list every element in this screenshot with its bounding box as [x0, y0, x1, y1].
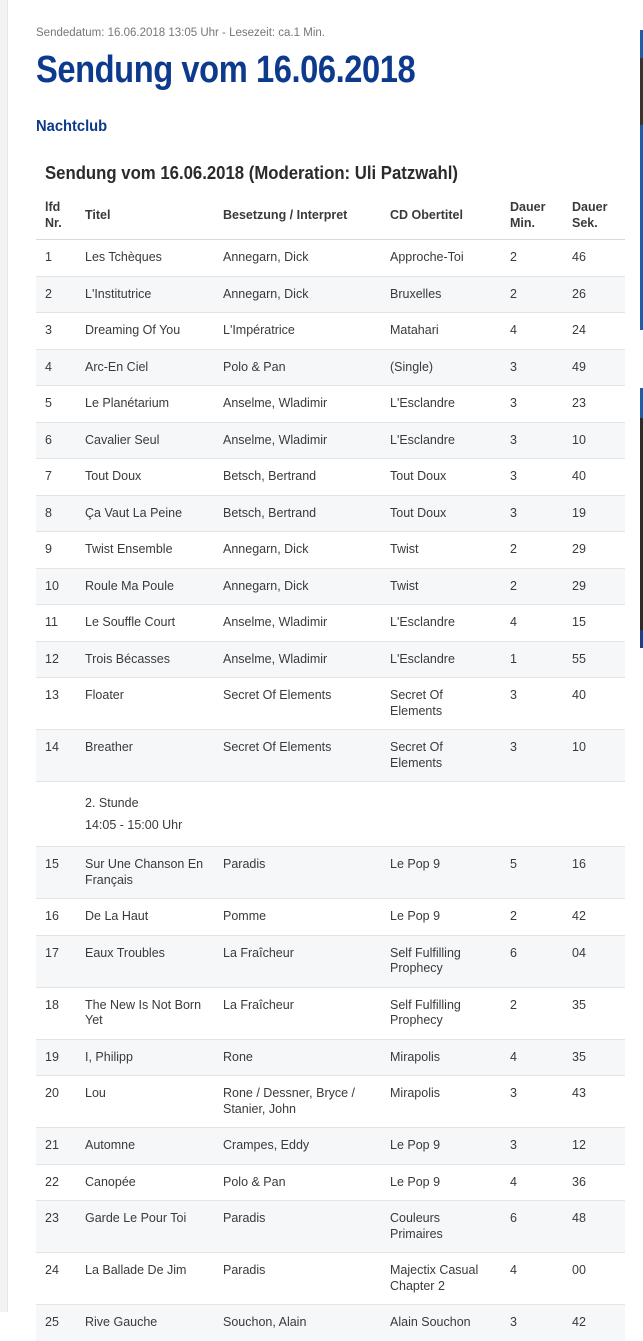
table-row: [36, 568, 625, 605]
cell-cd-obertitel: Approche-Toi: [390, 250, 464, 264]
table-row: [36, 1305, 625, 1341]
cell-titel: The New Is Not Born Yet: [85, 997, 202, 1027]
cell-cd-obertitel: Tout Doux: [390, 469, 447, 483]
cell-dauer-min: 3: [510, 1138, 517, 1152]
table-row: [36, 1253, 625, 1305]
cell-lfd-nr: 14: [45, 740, 59, 754]
cell-cd-obertitel: Tout Doux: [390, 505, 447, 520]
cell-cd-obertitel: Majectix Casual Chapter 2: [390, 1263, 479, 1293]
table-row: [36, 1076, 625, 1128]
cell-titel: La Ballade De Jim: [85, 1263, 187, 1277]
cell-lfd-nr: 19: [45, 1049, 59, 1064]
cell-cd-obertitel: Mirapolis: [390, 1086, 441, 1100]
cell-cd-obertitel: Self Fulfilling Prophecy: [390, 997, 461, 1027]
cell-dauer-sek: 36: [572, 1174, 586, 1189]
cell-interpret: Polo & Pan: [223, 1174, 286, 1189]
section-hour-label: 2. Stunde: [85, 796, 139, 810]
cell-titel: Le Planétarium: [85, 396, 170, 410]
section-row: [36, 782, 625, 847]
cell-dauer-min: 3: [510, 432, 517, 447]
cell-lfd-nr: 3: [45, 323, 52, 337]
table-row: [36, 313, 625, 350]
cell-interpret: Secret Of Elements: [223, 740, 332, 754]
cell-interpret: L'Impératrice: [223, 323, 295, 337]
cell-dauer-min: 4: [510, 1174, 517, 1189]
cell-interpret: Annegarn, Dick: [223, 578, 309, 593]
playlist-table-body: [36, 240, 625, 1341]
article: [36, 26, 625, 1341]
table-row: [36, 276, 625, 313]
cell-cd-obertitel: Secret Of Elements: [390, 740, 443, 770]
cell-interpret: Pomme: [223, 909, 267, 923]
cell-titel: Rive Gauche: [85, 1315, 158, 1329]
cell-dauer-sek: 10: [572, 432, 586, 447]
cell-dauer-min: 3: [510, 396, 517, 410]
cell-titel: Arc-En Ciel: [85, 359, 149, 374]
cell-dauer-min: 6: [510, 945, 517, 960]
cell-dauer-min: 5: [510, 857, 517, 871]
cell-cd-obertitel: Secret Of Elements: [390, 688, 443, 718]
cell-dauer-sek: 42: [572, 909, 586, 923]
cell-interpret: Annegarn, Dick: [223, 286, 309, 301]
cell-dauer-sek: 04: [572, 945, 586, 960]
cell-dauer-min: 2: [510, 250, 517, 264]
cell-dauer-min: 2: [510, 909, 517, 923]
table-row: [36, 605, 625, 642]
cell-titel: Canopée: [85, 1174, 136, 1189]
cell-lfd-nr: 17: [45, 945, 59, 960]
column-header-lfd-nr: lfd Nr.: [36, 192, 85, 240]
cell-dauer-sek: 15: [572, 615, 586, 629]
cell-interpret: Paradis: [223, 857, 266, 871]
table-row: [36, 422, 625, 459]
cell-interpret: Anselme, Wladimir: [223, 651, 328, 666]
cell-dauer-sek: 49: [572, 359, 586, 374]
cell-titel: Automne: [85, 1138, 136, 1152]
cell-interpret: Anselme, Wladimir: [223, 432, 328, 447]
cell-titel: Trois Bécasses: [85, 651, 170, 666]
header-row: [36, 192, 625, 240]
cell-dauer-sek: 24: [572, 323, 586, 337]
cell-dauer-sek: 40: [572, 688, 586, 702]
cell-cd-obertitel: Twist: [390, 542, 419, 556]
cell-titel: I, Philipp: [85, 1049, 133, 1064]
cell-interpret: Souchon, Alain: [223, 1315, 307, 1329]
cell-cd-obertitel: L'Esclandre: [390, 651, 455, 666]
cell-cd-obertitel: Le Pop 9: [390, 909, 441, 923]
cell-dauer-min: 3: [510, 505, 517, 520]
table-row: [36, 899, 625, 936]
section-time-range: 14:05 - 15:00 Uhr: [85, 818, 183, 832]
table-row: [36, 1128, 625, 1165]
cell-interpret: Betsch, Bertrand: [223, 505, 317, 520]
cell-titel: L'Institutrice: [85, 286, 152, 301]
cell-cd-obertitel: L'Esclandre: [390, 432, 455, 447]
cell-interpret: Annegarn, Dick: [223, 250, 309, 264]
cell-lfd-nr: 6: [45, 432, 52, 447]
cell-interpret: Anselme, Wladimir: [223, 615, 328, 629]
cell-dauer-min: 2: [510, 542, 517, 556]
cell-titel: Cavalier Seul: [85, 432, 160, 447]
cell-dauer-sek: 35: [572, 997, 586, 1012]
cell-titel: Tout Doux: [85, 469, 142, 483]
cell-lfd-nr: 5: [45, 396, 52, 410]
cell-cd-obertitel: Couleurs Primaires: [390, 1211, 443, 1241]
cell-dauer-sek: 29: [572, 578, 586, 593]
article-meta: Sendedatum: 16.06.2018 13:05 Uhr - Lesezeit: ca.1 Min.: [36, 27, 325, 39]
table-row: [36, 386, 625, 423]
table-row: [36, 495, 625, 532]
table-row: [36, 532, 625, 569]
cell-interpret: Betsch, Bertrand: [223, 469, 317, 483]
cell-interpret: Paradis: [223, 1263, 266, 1277]
cell-dauer-min: 4: [510, 615, 517, 629]
cell-lfd-nr: 15: [45, 857, 59, 871]
column-header-besetzung-interpret: Besetzung / Interpret: [223, 192, 390, 240]
cell-interpret: Annegarn, Dick: [223, 542, 309, 556]
table-row: [36, 459, 625, 496]
cell-interpret: Paradis: [223, 1211, 266, 1225]
cell-interpret: La Fraîcheur: [223, 945, 294, 960]
cell-titel: Roule Ma Poule: [85, 578, 174, 593]
cell-cd-obertitel: Matahari: [390, 323, 439, 337]
cell-dauer-sek: 12: [572, 1138, 586, 1152]
cell-titel: Dreaming Of You: [85, 323, 181, 337]
cell-cd-obertitel: (Single): [390, 359, 434, 374]
page-left-gutter: [0, 0, 8, 1312]
cell-lfd-nr: 9: [45, 542, 52, 556]
cell-dauer-sek: 43: [572, 1086, 586, 1100]
cell-dauer-sek: 19: [572, 505, 586, 520]
table-row: [36, 1164, 625, 1201]
cell-cd-obertitel: L'Esclandre: [390, 396, 455, 410]
cell-lfd-nr: 11: [45, 615, 58, 629]
cell-dauer-min: 3: [510, 469, 517, 483]
cell-lfd-nr: 8: [45, 505, 52, 520]
cell-titel: Le Souffle Court: [85, 615, 176, 629]
cell-dauer-sek: 29: [572, 542, 586, 556]
cell-dauer-sek: 35: [572, 1049, 586, 1064]
cell-dauer-sek: 48: [572, 1211, 586, 1225]
cell-dauer-min: 3: [510, 688, 517, 702]
cell-titel: Floater: [85, 688, 124, 702]
table-row: [36, 1201, 625, 1253]
cell-cd-obertitel: Le Pop 9: [390, 857, 441, 871]
cell-lfd-nr: 10: [45, 578, 59, 593]
cell-lfd-nr: 23: [45, 1211, 59, 1225]
table-row: [36, 678, 625, 730]
table-row: [36, 847, 625, 899]
cell-cd-obertitel: Mirapolis: [390, 1049, 441, 1064]
table-row: [36, 730, 625, 782]
cell-titel: Breather: [85, 740, 133, 754]
cell-dauer-sek: 40: [572, 469, 586, 483]
cell-lfd-nr: [36, 782, 85, 847]
cell-cd-obertitel: Twist: [390, 578, 419, 593]
playlist-table: [36, 192, 625, 1341]
cell-titel: Les Tchèques: [85, 250, 162, 264]
cell-lfd-nr: 2: [45, 286, 52, 301]
cell-lfd-nr: 7: [45, 469, 52, 483]
cell-dauer-min: 3: [510, 1315, 517, 1329]
cell-dauer-sek: 00: [572, 1263, 586, 1277]
cell-titel: Lou: [85, 1086, 106, 1100]
cell-dauer-sek: 10: [572, 740, 586, 754]
cell-interpret: Crampes, Eddy: [223, 1138, 310, 1152]
section-cell: [85, 782, 625, 847]
table-row: [36, 987, 625, 1039]
cell-dauer-min: 4: [510, 323, 517, 337]
cell-dauer-min: 2: [510, 286, 517, 301]
table-row: [36, 641, 625, 678]
playlist-table-header: [36, 192, 625, 240]
cell-lfd-nr: 22: [45, 1174, 59, 1189]
cell-lfd-nr: 20: [45, 1086, 59, 1100]
cell-lfd-nr: 4: [45, 359, 52, 374]
cell-cd-obertitel: Le Pop 9: [390, 1174, 441, 1189]
cell-titel: De La Haut: [85, 909, 149, 923]
column-header-dauer-min: Dauer Min.: [510, 192, 572, 240]
cell-titel: Eaux Troubles: [85, 945, 165, 960]
cell-lfd-nr: 13: [45, 688, 59, 702]
cell-dauer-sek: 26: [572, 286, 586, 301]
cell-cd-obertitel: L'Esclandre: [390, 615, 455, 629]
cell-dauer-min: 3: [510, 740, 517, 754]
cell-interpret: Polo & Pan: [223, 359, 286, 374]
cell-dauer-min: 2: [510, 997, 517, 1012]
table-row: [36, 935, 625, 987]
cell-interpret: Anselme, Wladimir: [223, 396, 328, 410]
cell-lfd-nr: 18: [45, 997, 59, 1012]
table-row: [36, 349, 625, 386]
cell-cd-obertitel: Le Pop 9: [390, 1138, 441, 1152]
cell-titel: Garde Le Pour Toi: [85, 1211, 187, 1225]
cell-lfd-nr: 16: [45, 909, 59, 923]
cell-titel: Ça Vaut La Peine: [85, 505, 183, 520]
cell-dauer-min: 3: [510, 359, 517, 374]
cell-lfd-nr: 25: [45, 1315, 59, 1329]
cell-interpret: Rone: [223, 1049, 253, 1064]
cell-dauer-sek: 16: [572, 857, 586, 871]
cell-interpret: Secret Of Elements: [223, 688, 332, 702]
cell-dauer-min: 3: [510, 1086, 517, 1100]
cell-dauer-sek: 23: [572, 396, 586, 410]
page-title: Sendung vom 16.06.2018: [36, 49, 416, 91]
cell-cd-obertitel: Bruxelles: [390, 286, 442, 301]
cell-lfd-nr: 12: [45, 651, 59, 666]
column-header-cd-obertitel: CD Obertitel: [390, 192, 510, 240]
cell-dauer-min: 4: [510, 1263, 517, 1277]
cell-cd-obertitel: Self Fulfilling Prophecy: [390, 945, 461, 975]
cell-titel: Twist Ensemble: [85, 542, 173, 556]
cell-dauer-min: 1: [510, 651, 517, 666]
cell-interpret: La Fraîcheur: [223, 997, 294, 1012]
cell-dauer-sek: 55: [572, 651, 586, 666]
cell-cd-obertitel: Alain Souchon: [390, 1315, 471, 1329]
cell-dauer-min: 4: [510, 1049, 517, 1064]
cell-interpret: Rone / Dessner, Bryce / Stanier, John: [223, 1086, 356, 1116]
column-header-dauer-sek: Dauer Sek.: [572, 192, 625, 240]
cell-dauer-min: 2: [510, 578, 517, 593]
playlist-title: Sendung vom 16.06.2018 (Moderation: Uli Patzwahl): [45, 163, 459, 183]
column-header-titel: Titel: [85, 192, 223, 240]
cell-dauer-sek: 46: [572, 250, 586, 264]
cell-lfd-nr: 1: [45, 250, 52, 264]
table-row: [36, 1039, 625, 1076]
cell-dauer-sek: 42: [572, 1315, 586, 1329]
cell-lfd-nr: 21: [45, 1138, 59, 1152]
cell-lfd-nr: 24: [45, 1263, 59, 1277]
cell-titel: Sur Une Chanson En Français: [85, 857, 204, 887]
table-row: [36, 240, 625, 277]
cell-dauer-min: 6: [510, 1211, 517, 1225]
channel-link[interactable]: Nachtclub: [36, 118, 108, 135]
